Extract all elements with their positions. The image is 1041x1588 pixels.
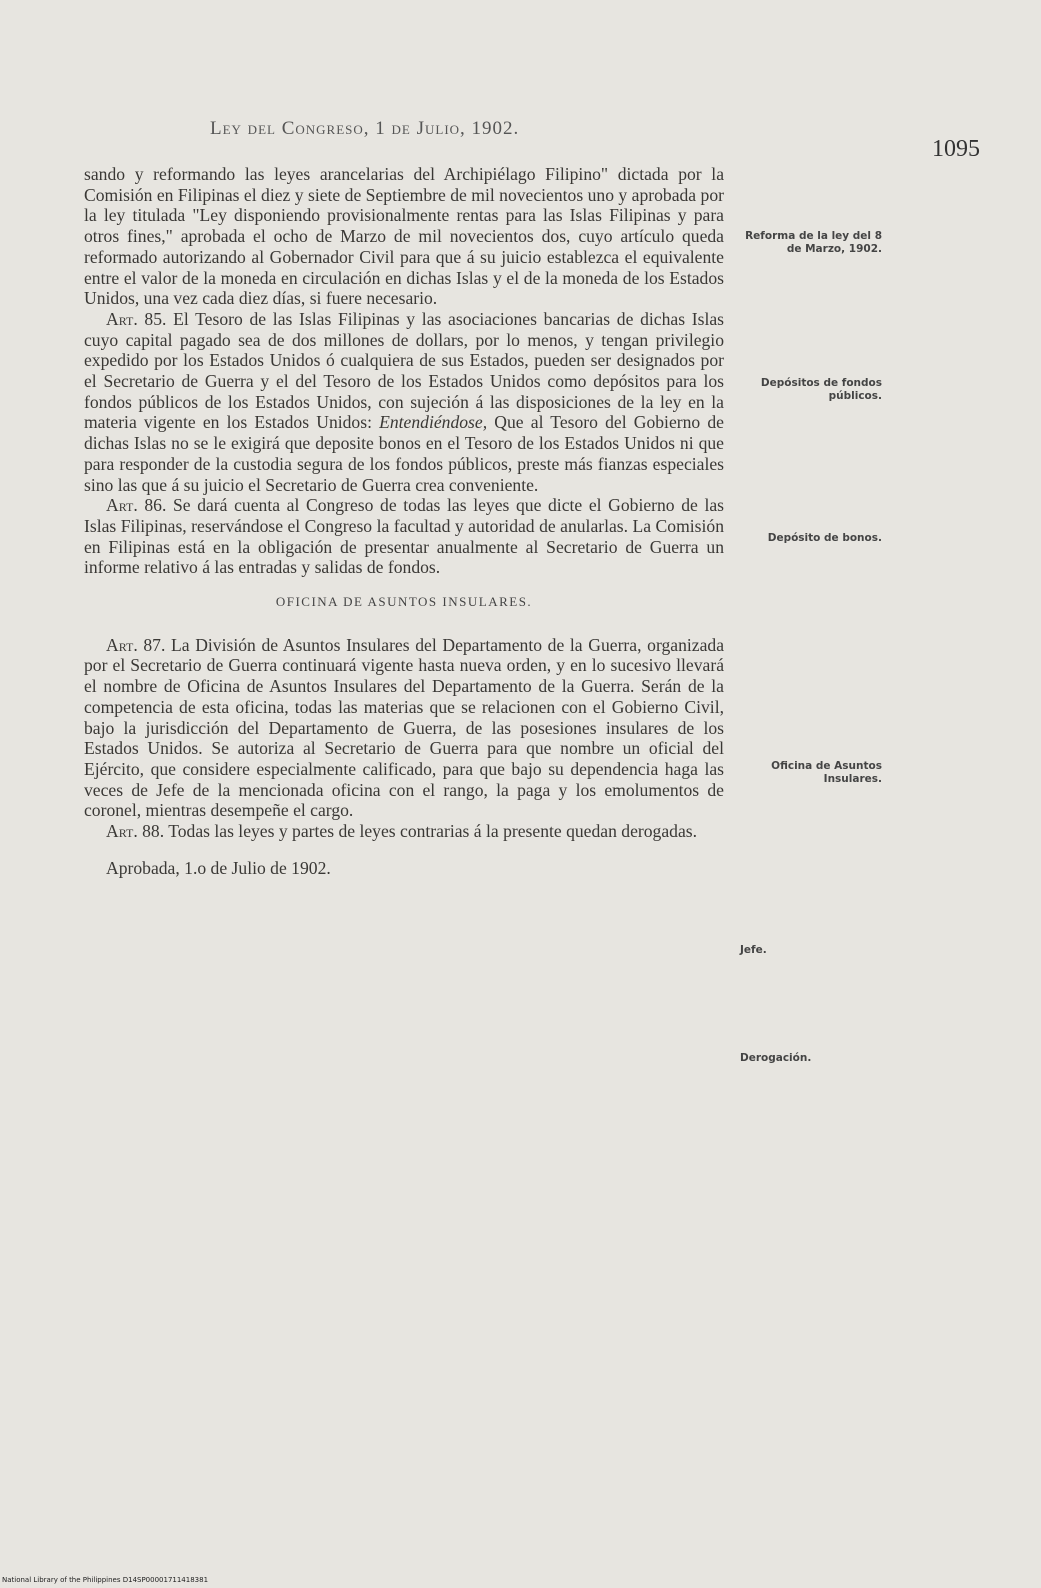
article-86 xyxy=(84,495,724,578)
body-text xyxy=(84,164,724,879)
margin-note-bonos: Depósito de bonos. xyxy=(767,532,882,544)
article-86-label: Art. 86. xyxy=(106,495,167,516)
page-number: 1095 xyxy=(932,136,980,162)
article-85-proviso: Entendiéndose, xyxy=(379,412,488,433)
article-87-label: Art. 87. xyxy=(106,634,166,655)
article-86-text: Se dará cuenta al Congreso de todas las leyes que dicte el Gobierno de las Islas Filipinas, reservándose el Congreso la facultad y autoridad de anularlas. La Comisión en Filipinas está en la obligación de presentar anualmente al Secretario de Guerra un informe relativo á las entradas y salidas de fondos. xyxy=(84,495,724,578)
article-88 xyxy=(84,821,724,842)
article-85-label: Art. 85. xyxy=(106,308,167,329)
article-88-label: Art. 88. xyxy=(106,821,165,842)
margin-note-derogacion: Derogación. xyxy=(740,1052,812,1064)
running-head: Ley del Congreso, 1 de Julio, 1902. xyxy=(210,118,520,139)
margin-note-jefe: Jefe. xyxy=(740,944,767,956)
approval-line: Aprobada, 1.o de Julio de 1902. xyxy=(106,857,331,878)
scan-credit: National Library of the Philippines D14SP00001711418381 xyxy=(2,1576,209,1584)
section-heading: OFICINA DE ASUNTOS INSULARES. xyxy=(275,594,533,610)
article-87 xyxy=(84,635,724,821)
article-88-text: Todas las leyes y partes de leyes contrarias á la presente quedan derogadas. xyxy=(168,821,698,842)
article-85-text-a: El Tesoro de las Islas Filipinas y las asociaciones bancarias de dichas Islas cuyo capital pagado sea de dos millones de dollars, por lo menos, y tengan privilegio expedido por los Estados Unidos ó cualquiera de sus Estados, pueden ser designados por el Secretario de Guerra y el del Tesoro de los Estados Unidos como depósitos para los fondos públicos de los Estados Unidos, con sujeción á las disposiciones de la ley en la materia vigente en los Estados Unidos: xyxy=(84,308,725,433)
article-87-text: La División de Asuntos Insulares del Departamento de la Guerra, organizada por el Secretario de Guerra continuará vigente hasta nueva orden, y en lo sucesivo llevará el nombre de Oficina de Asuntos Insulares del Departamento de la Guerra. Serán de la competencia de esta oficina, todas las materias que se relacionen con el Gobierno Civil, bajo la jurisdicción del Departamento de Guerra, de las posesiones insulares de los Estados Unidos. Se autoriza al Secretario de Guerra para que nombre un oficial del Ejército, que considere especialmente calificado, para que bajo su dependencia haga las veces de Jefe de la mencionada oficina con el rango, la paga y los emolumentos de coronel, mientras desempeñe el cargo. xyxy=(84,634,724,821)
margin-note-depositos: Depósitos de fondos públicos. xyxy=(760,377,882,402)
article-85 xyxy=(84,309,724,495)
margin-note-reforma: Reforma de la ley del 8 de Marzo, 1902. xyxy=(745,230,882,255)
continuation-paragraph: sando y reformando las leyes arancelarias del Archipiélago Filipino" dictada por la Comisión en Filipinas el diez y siete de Septiembre de mil novecientos uno y aprobada por la ley titulada "Ley disponiendo provisionalmente rentas para las Islas Filipinas y para otros fines," aprobada el ocho de Marzo de mil novecientos dos, cuyo artículo queda reformado autorizando al Gobernador Civil para que á su juicio establezca el equivalente entre el valor de la moneda en circulación en dichas Islas y el de la moneda de los Estados Unidos, una vez cada diez días, si fuere necesario. xyxy=(84,164,724,309)
margin-note-oficina: Oficina de Asuntos Insulares. xyxy=(771,760,882,785)
article-85-text-b: Que al Tesoro del Gobierno de dichas Islas no se le exigirá que deposite bonos en el Tesoro de los Estados Unidos ni que para responder de la custodia segura de los fondos públicos, preste más fianzas especiales sino las que á su juicio el Secretario de Guerra crea conveniente. xyxy=(84,412,724,495)
